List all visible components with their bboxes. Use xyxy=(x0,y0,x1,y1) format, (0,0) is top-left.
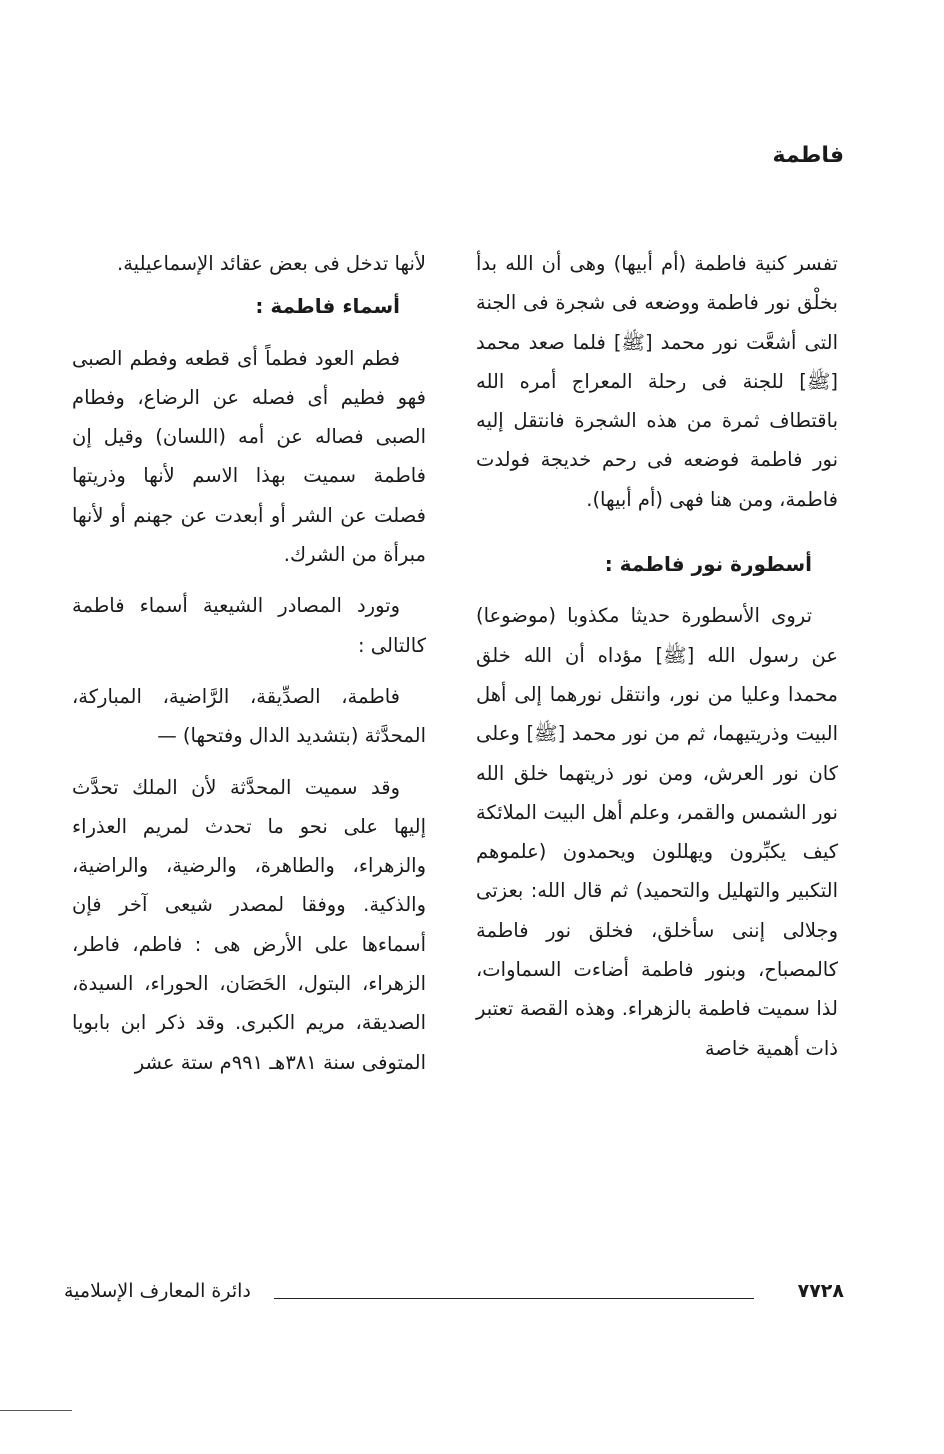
left-column xyxy=(72,244,426,1082)
paragraph-legend-narration: تروى الأسطورة حديثا مكذوبا (موضوعا) عن رسول الله [ﷺ] مؤداه أن الله خلق محمدا وعليا من نور، وانتقل نورهما إلى أهل البيت وذريتيهما، ثم من نور محمد [ﷺ] وعلى كان نور العرش، ومن نور ذريتهما خلق الله نور الشمس والقمر، وعلم أهل البيت الملائكة كيف يكبِّرون ويهللون ويحمدون (علموهم التكبير والتهليل والتحميد) ثم قال الله: بعزتى وجلالى إننى سأخلق، فخلق نور فاطمة كالمصباح، وبنور فاطمة أضاءت السماوات، لذا سميت فاطمة بالزهراء. وهذه القصة تعتبر ذات أهمية خاصة xyxy=(476,604,838,1060)
paragraph-names-list: فاطمة، الصدِّيقة، الرَّاضية، المباركة، المحدَّثة (بتشديد الدال وفتحها) — xyxy=(72,684,426,748)
right-column xyxy=(476,244,838,1068)
page-footer xyxy=(64,1280,844,1310)
paragraph-ismaili-continuation: لأنها تدخل فى بعض عقائد الإسماعيلية. xyxy=(117,252,426,275)
running-title: فاطمة xyxy=(772,143,844,168)
paragraph-kunya-explanation: تفسر كنية فاطمة (أم أبيها) وهى أن الله بدأ بخلْق نور فاطمة ووضعه فى شجرة فى الجنة التى أشعَّت نور محمد [ﷺ] فلما صعد محمد [ﷺ] للجنة فى رحلة المعراج أمره الله باقتطاف ثمرة من هذه الشجرة فانتقل إليه نور فاطمة فوضعه فى رحم خديجة فولدت فاطمة، ومن هنا فهى (أم أبيها). xyxy=(476,252,838,511)
scan-edge-line xyxy=(0,1410,72,1411)
paragraph-shia-sources: وتورد المصادر الشيعية أسماء فاطمة كالتالى : xyxy=(72,594,426,657)
section-heading-light-legend: أسطورة نور فاطمة : xyxy=(604,552,812,577)
publication-title: دائرة المعارف الإسلامية xyxy=(64,1280,251,1302)
paragraph-muhaddatha: وقد سميت المحدَّثة لأن الملك تحدَّث إليها على نحو ما تحدث لمريم العذراء والزهراء، والطاهرة، والرضية، والراضية، والذكية. ووفقا لمصدر شيعى آخر فإن أسماءها على الأرض هى : فاطم، فاطر، الزهراء، البتول، الحَصَان، الحوراء، السيدة، الصديقة، مريم الكبرى. وقد ذكر ابن بابويا المتوفى سنة ٣٨١هـ ٩٩١م ستة عشر xyxy=(72,775,426,1074)
section-heading-names: أسماء فاطمة : xyxy=(255,294,400,319)
paragraph-etymology: فطم العود فطماً أى قطعه وفطم الصبى فهو فطيم أى فصله عن الرضاع، وفطام الصبى فصاله عن أمه (اللسان) وقيل إن فاطمة سميت بهذا الاسم لأنها وذريتها فصلت عن الشر أو أبعدت عن جهنم أو لأنها مبرأة من الشرك. xyxy=(72,346,426,567)
page-number: ٧٧٢٨ xyxy=(797,1280,844,1302)
footer-divider xyxy=(274,1298,754,1299)
